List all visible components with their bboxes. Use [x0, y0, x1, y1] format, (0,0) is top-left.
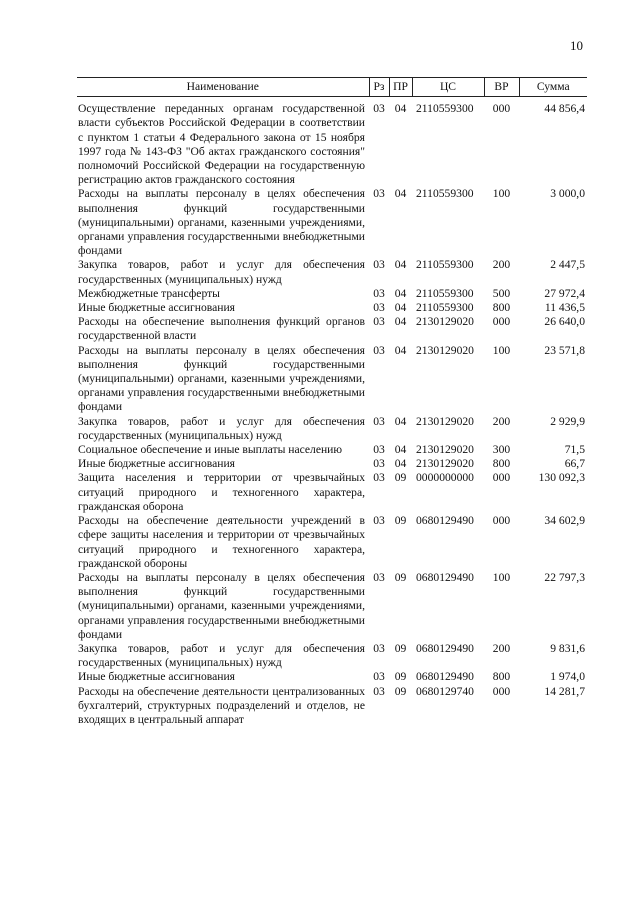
cell-cs: 0680129490	[416, 670, 474, 684]
cell-sum: 2 929,9	[550, 414, 585, 428]
cell-rz: 03	[373, 514, 385, 528]
cell-name: Расходы на выплаты персоналу в целях обеспечения выполнения функций государственными (муниципальными) органами, казенными учреждениями, органами управления государственными внебюджетными фондами	[78, 187, 365, 258]
cell-cs: 0680129740	[416, 684, 474, 698]
cell-name: Социальное обеспечение и иные выплаты населению	[78, 443, 343, 457]
table-row	[77, 514, 587, 571]
cell-name: Расходы на обеспечение выполнения функций органов государственной власти	[78, 315, 365, 343]
cell-name: Расходы на выплаты персоналу в целях обеспечения выполнения функций государственными (муниципальными) органами, казенными учреждениями, органами управления государственными внебюджетными фондами	[78, 343, 365, 414]
table-row	[77, 571, 587, 642]
cell-pr: 09	[394, 684, 407, 698]
cell-vr: 500	[492, 286, 511, 300]
cell-cs: 2130129020	[416, 414, 474, 428]
header-sum: Сумма	[519, 78, 587, 97]
cell-sum: 23 571,8	[544, 343, 585, 357]
cell-pr: 04	[394, 301, 407, 315]
cell-vr: 000	[492, 315, 511, 329]
cell-rz: 03	[373, 102, 385, 116]
table-row	[77, 415, 587, 443]
cell-cs: 0000000000	[416, 471, 474, 485]
header-vr: ВР	[484, 78, 519, 97]
cell-pr: 04	[394, 343, 407, 357]
cell-rz: 03	[373, 670, 385, 684]
header-cs: ЦС	[412, 78, 484, 97]
cell-cs: 2110559300	[416, 258, 474, 272]
cell-rz: 03	[373, 641, 385, 655]
cell-name: Межбюджетные трансферты	[78, 286, 220, 300]
cell-vr: 100	[492, 187, 511, 201]
cell-cs: 2110559300	[416, 301, 474, 315]
table-body	[77, 97, 587, 727]
cell-vr: 100	[492, 343, 511, 357]
cell-name: Расходы на обеспечение деятельности учреждений в сфере защиты населения и территории от чрезвычайных ситуаций природного и техногенного характера, гражданской обороны	[78, 514, 365, 570]
table-row	[77, 642, 587, 670]
table-row	[77, 97, 587, 188]
cell-cs: 0680129490	[416, 570, 474, 584]
header-name: Наименование	[77, 78, 369, 97]
cell-name: Закупка товаров, работ и услуг для обеспечения государственных (муниципальных) нужд	[78, 258, 365, 286]
cell-vr: 800	[492, 457, 511, 471]
table-row	[77, 301, 587, 315]
table-row	[77, 315, 587, 343]
cell-rz: 03	[373, 258, 385, 272]
cell-cs: 2130129020	[416, 315, 474, 329]
cell-rz: 03	[373, 286, 385, 300]
cell-cs: 0680129490	[416, 641, 474, 655]
cell-rz: 03	[373, 301, 385, 315]
cell-cs: 0680129490	[416, 514, 474, 528]
cell-name: Закупка товаров, работ и услуг для обеспечения государственных (муниципальных) нужд	[78, 414, 365, 442]
cell-name: Иные бюджетные ассигнования	[78, 457, 235, 471]
cell-sum: 71,5	[564, 443, 585, 457]
table-row	[77, 187, 587, 258]
cell-pr: 09	[394, 641, 407, 655]
table-row	[77, 685, 587, 728]
cell-rz: 03	[373, 457, 385, 471]
cell-cs: 2130129020	[416, 343, 474, 357]
cell-pr: 09	[394, 670, 407, 684]
cell-cs: 2110559300	[416, 102, 474, 116]
cell-name: Защита населения и территории от чрезвычайных ситуаций природного и техногенного характера, гражданская оборона	[78, 471, 365, 513]
cell-sum: 27 972,4	[544, 286, 585, 300]
table-row	[77, 443, 587, 457]
cell-rz: 03	[373, 443, 385, 457]
cell-sum: 66,7	[564, 457, 585, 471]
cell-pr: 09	[394, 471, 407, 485]
cell-sum: 11 436,5	[544, 301, 585, 315]
cell-vr: 000	[492, 684, 511, 698]
cell-cs: 2110559300	[416, 187, 474, 201]
cell-pr: 04	[394, 414, 407, 428]
cell-pr: 04	[394, 102, 407, 116]
cell-vr: 800	[492, 301, 511, 315]
cell-pr: 04	[394, 187, 407, 201]
cell-vr: 000	[492, 514, 511, 528]
cell-pr: 04	[394, 286, 407, 300]
cell-pr: 09	[394, 570, 407, 584]
cell-name: Осуществление переданных органам государственной власти субъектов Российской Федерации в соответствии с пунктом 1 статьи 4 Федерального закона от 15 ноября 1997 года № 143-ФЗ "Об актах гражданского состояния" полномочий Российской Федерации на государственную регистрацию актов гражданского состояния	[78, 102, 365, 187]
cell-name: Расходы на выплаты персоналу в целях обеспечения выполнения функций государственными (муниципальными) органами, казенными учреждениями, органами управления государственными внебюджетными фондами	[78, 570, 365, 641]
cell-vr: 100	[492, 570, 511, 584]
cell-sum: 9 831,6	[550, 641, 585, 655]
cell-vr: 800	[492, 670, 511, 684]
cell-pr: 04	[394, 457, 407, 471]
cell-rz: 03	[373, 684, 385, 698]
budget-table	[77, 77, 587, 727]
table-row	[77, 287, 587, 301]
cell-rz: 03	[373, 471, 385, 485]
cell-cs: 2130129020	[416, 457, 474, 471]
cell-name: Расходы на обеспечение деятельности централизованных бухгалтерий, структурных подразделений и отделов, не входящих в центральный аппарат	[78, 684, 365, 726]
cell-sum: 3 000,0	[550, 187, 585, 201]
cell-sum: 2 447,5	[550, 258, 585, 272]
table-row	[77, 471, 587, 514]
table-header-row	[77, 78, 587, 97]
cell-rz: 03	[373, 315, 385, 329]
page-number: 10	[570, 38, 583, 53]
cell-rz: 03	[373, 414, 385, 428]
cell-cs: 2130129020	[416, 443, 474, 457]
cell-rz: 03	[373, 570, 385, 584]
cell-sum: 34 602,9	[544, 514, 585, 528]
cell-sum: 130 092,3	[538, 471, 585, 485]
cell-cs: 2110559300	[416, 286, 474, 300]
table-row	[77, 344, 587, 415]
cell-pr: 09	[394, 514, 407, 528]
cell-vr: 300	[492, 443, 511, 457]
cell-name: Иные бюджетные ассигнования	[78, 670, 235, 684]
table-row	[77, 457, 587, 471]
cell-vr: 000	[492, 102, 511, 116]
cell-pr: 04	[394, 315, 407, 329]
header-rz: Рз	[369, 78, 389, 97]
cell-sum: 22 797,3	[544, 570, 585, 584]
cell-rz: 03	[373, 343, 385, 357]
cell-rz: 03	[373, 187, 385, 201]
cell-sum: 44 856,4	[544, 102, 585, 116]
cell-vr: 200	[492, 414, 511, 428]
cell-sum: 1 974,0	[550, 670, 585, 684]
cell-vr: 200	[492, 258, 511, 272]
cell-vr: 000	[492, 471, 511, 485]
cell-pr: 04	[394, 443, 407, 457]
table-row	[77, 670, 587, 684]
table-row	[77, 258, 587, 286]
cell-sum: 14 281,7	[544, 684, 585, 698]
cell-name: Закупка товаров, работ и услуг для обеспечения государственных (муниципальных) нужд	[78, 641, 365, 670]
cell-sum: 26 640,0	[544, 315, 585, 329]
cell-pr: 04	[394, 258, 407, 272]
cell-name: Иные бюджетные ассигнования	[78, 301, 235, 315]
cell-vr: 200	[492, 641, 511, 655]
header-pr: ПР	[389, 78, 412, 97]
